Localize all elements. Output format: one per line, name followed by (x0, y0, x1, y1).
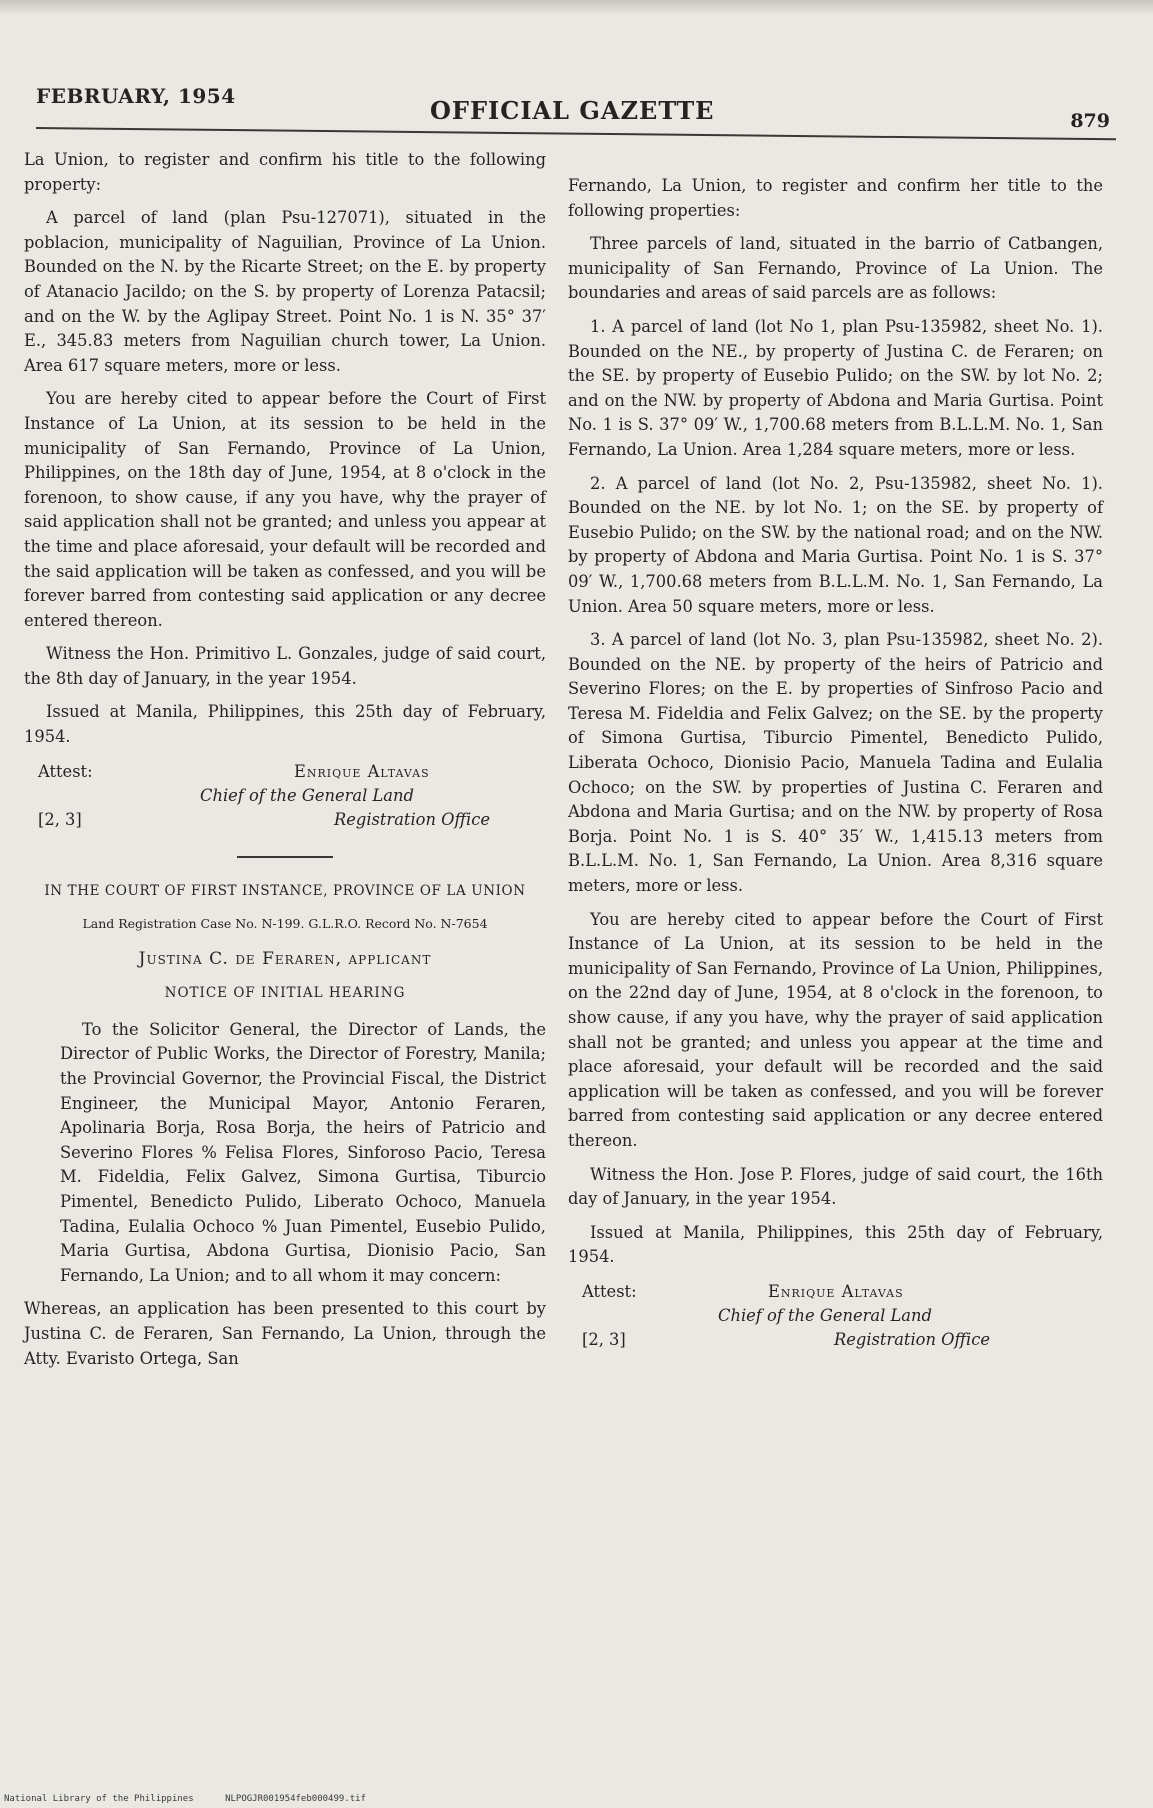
scan-edge-shadow (0, 0, 1153, 16)
right-paragraph-7: Witness the Hon. Jose P. Flores, judge of said court, the 16th day of January, in the year 1954. (568, 1164, 1103, 1209)
right-paragraph-6: You are hereby cited to appear before the Court of First Instance of La Union, at its session to be held in the municipality of San Fernando, Province of La Union, Philippines, on the 22nd day of June, 1954, at 8 o'clock in the forenoon, to show cause, if any you have, why the prayer of said application shall not be granted; and unless you appear at the time and place aforesaid, your default will be recorded and the said application will be taken as confessed, and you will be forever barred from contesting said application or any decree entered thereon. (568, 909, 1103, 1150)
left-column (24, 148, 546, 1380)
right-paragraph-5: 3. A parcel of land (lot No. 3, plan Psu-135982, sheet No. 2). Bounded on the NE. by property of the heirs of Patricio and Severino Flores; on the E. by properties of Sinfroso Pacio and Teresa M. Fideldia and Felix Galvez; on the SE. by the property of Simona Gurtisa, Tiburcio Pimentel, Benedicto Pulido, Liberata Ochoco, Dionisio Pacio, Manuela Tadina and Eulalia Ochoco; on the SW. by properties of Justina C. Feraren and Abdona and Maria Gurtisa; and on the NW. by property of Rosa Borja. Point No. 1 is S. 40° 35′ W., 1,415.13 meters from B.L.L.M. No. 1, San Fernando, La Union. Area 8,316 square meters, more or less. (568, 630, 1103, 896)
applicant-line: Justina C. de Feraren, applicant (138, 948, 432, 969)
left-paragraph-1: La Union, to register and confirm his title to the following property: (24, 150, 546, 194)
attest-label: Attest: (38, 761, 93, 781)
whereas-paragraph: Whereas, an application has been presented to this court by Justina C. de Feraren, San Fernando, La Union, through the Atty. Evaristo Ortega, San (24, 1299, 546, 1368)
signatory-name: Enrique Altavas (768, 1281, 904, 1301)
section-divider (237, 856, 333, 858)
right-column (568, 174, 1103, 1360)
right-paragraph-8: Issued at Manila, Philippines, this 25th day of February, 1954. (568, 1222, 1103, 1267)
signatory-name: Enrique Altavas (294, 761, 430, 781)
left-paragraph-2: A parcel of land (plan Psu-127071), situated in the poblacion, municipality of Naguilian, Province of La Union. Bounded on the N. by the Ricarte Street; on the E. by property of Atanacio Jacildo; on the S. by property of Lorenza Patacsil; and on the W. by the Aglipay Street. Point No. 1 is N. 35° 37′ E., 345.83 meters from Naguilian church tower, La Union. Area 617 square meters, more or less. (24, 208, 546, 375)
signatory-title-1: Chief of the General Land (718, 1305, 932, 1325)
library-credit: National Library of the Philippines (4, 1794, 194, 1804)
header-title: OFFICIAL GAZETTE (430, 96, 715, 125)
signatory-title-2: Registration Office (334, 809, 490, 829)
header-date: FEBRUARY, 1954 (36, 84, 236, 108)
page-number: 879 (1070, 110, 1110, 132)
court-heading: IN THE COURT OF FIRST INSTANCE, PROVINCE OF LA UNION (44, 882, 526, 899)
issue-number: [2, 3] (582, 1329, 626, 1349)
file-name: NLPOGJR001954feb000499.tif (225, 1794, 366, 1804)
right-signature-block (568, 1280, 1103, 1354)
right-paragraph-2: Three parcels of land, situated in the barrio of Catbangen, municipality of San Fernando, Province of La Union. The boundaries and areas of said parcels are as follows: (568, 234, 1103, 303)
page-header (36, 78, 1116, 132)
left-paragraph-5: Issued at Manila, Philippines, this 25th day of February, 1954. (24, 702, 546, 747)
right-paragraph-3: 1. A parcel of land (lot No 1, plan Psu-135982, sheet No. 1). Bounded on the NE., by property of Justina C. de Feraren; on the SE. by property of Eusebio Pulido; on the SW. by lot No. 2; and on the NW. by property of Abdona and Maria Gurtisa. Point No. 1 is S. 37° 09′ W., 1,700.68 meters from B.L.L.M. No. 1, San Fernando, La Union. Area 1,284 square meters, more or less. (568, 316, 1103, 459)
issue-number: [2, 3] (38, 809, 82, 829)
signatory-title-1: Chief of the General Land (200, 785, 414, 805)
header-rule (36, 127, 1116, 140)
case-record: Land Registration Case No. N-199. G.L.R.O. Record No. N-7654 (82, 915, 488, 931)
scan-footer (4, 1794, 392, 1804)
left-signature-block (24, 760, 546, 834)
notice-title: NOTICE OF INITIAL HEARING (164, 985, 406, 1002)
left-paragraph-4: Witness the Hon. Primitivo L. Gonzales, judge of said court, the 8th day of January, in the year 1954. (24, 644, 546, 688)
attest-label: Attest: (582, 1281, 637, 1301)
right-paragraph-1: Fernando, La Union, to register and confirm her title to the following properties: (568, 176, 1103, 220)
notice-address: To the Solicitor General, the Director of Lands, the Director of Public Works, the Director of Forestry, Manila; the Provincial Governor, the Provincial Fiscal, the District Engineer, the Municipal Mayor, Antonio Feraren, Apolinaria Borja, Rosa Borja, the heirs of Patricio and Severino Flores % Felisa Flores, Sinforoso Pacio, Teresa M. Fideldia, Felix Galvez, Simona Gurtisa, Tiburcio Pimentel, Benedicto Pulido, Liberato Ochoco, Manuela Tadina, Eulalia Ochoco % Juan Pimentel, Eusebio Pulido, Maria Gurtisa, Abdona Gurtisa, Dionisio Pacio, San Fernando, La Union; and to all whom it may concern: (60, 1019, 546, 1285)
right-paragraph-4: 2. A parcel of land (lot No. 2, Psu-135982, sheet No. 1). Bounded on the NE. by lot No. 1; on the SE. by property of Eusebio Pulido; on the SW. by the national road; and on the NW. by property of Abdona and Maria Gurtisa. Point No. 1 is S. 37° 09′ W., 1,700.68 meters from B.L.L.M. No. 1, San Fernando, La Union. Area 50 square meters, more or less. (568, 473, 1103, 616)
left-paragraph-3: You are hereby cited to appear before the Court of First Instance of La Union, at its session to be held in the municipality of San Fernando, Province of La Union, Philippines, on the 18th day of June, 1954, at 8 o'clock in the forenoon, to show cause, if any you have, why the prayer of said application shall not be granted; and unless you appear at the time and place aforesaid, your default will be recorded and the said application will be taken as confessed, and you will be forever barred from contesting said application or any decree entered thereon. (24, 389, 546, 630)
signatory-title-2: Registration Office (834, 1329, 990, 1349)
